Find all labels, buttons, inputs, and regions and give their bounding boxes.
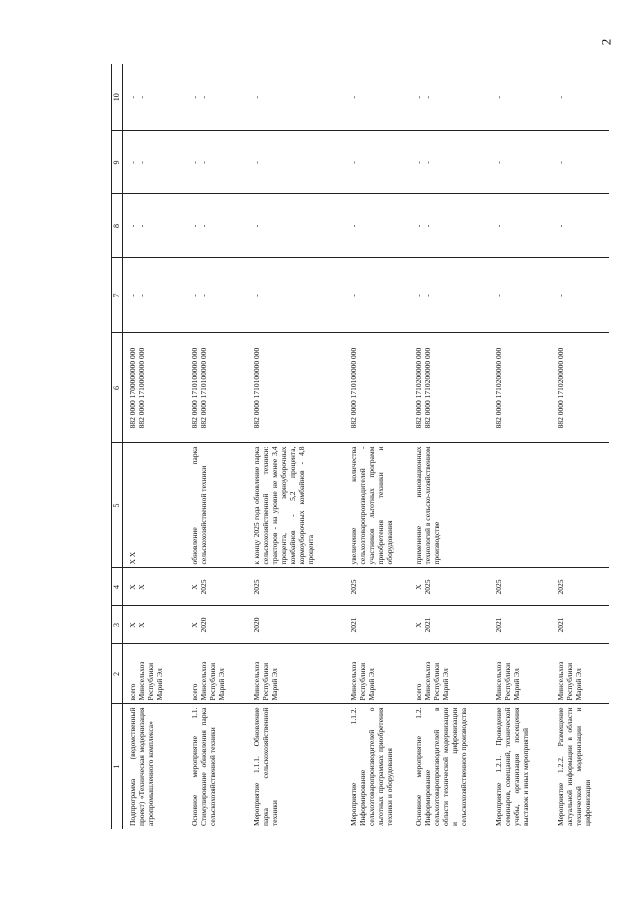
cell-end-year: X X [123,568,185,606]
cell-name: Основное мероприятие 1.1. Стимулирование обновления парка сельскохозяйственной техники [189,707,217,826]
cell-name: Мероприятие 1.1.1. Обновление парка сельскохозяйственной техники [251,707,279,826]
cell-col7: - - [123,258,185,333]
cell-start-year: 2021 [551,606,609,644]
cell-col8: - [247,194,344,258]
col-header-2: 2 [112,644,123,704]
cell-col8: - - [409,194,489,258]
cell-result: применение инновационных технологий в сельско-хозяйственном производстве [409,443,489,568]
header-row [112,64,123,829]
table-row [123,64,185,829]
cell-executor: всего Минсельхоз Республики Марий Эл [123,644,185,704]
cell-col7: - [344,258,409,333]
table-row [551,64,609,829]
cell-end-year: 2025 [247,568,344,606]
cell-executor: всего Минсельхоз Республики Марий Эл [409,644,489,704]
table-body [123,64,609,829]
col-header-1: 1 [112,704,123,829]
cell-budget-code: 882 0000 1710100000 000 [247,333,344,443]
cell-end-year: 2025 [551,568,609,606]
table-row [247,64,344,829]
cell-budget-code: 882 0000 1710200000 000 [489,333,551,443]
cell-result: увеличение количества сельхозтоваропроизводителей - участников льготных программ приобретения техники и оборудования [344,443,409,568]
cell-col7: - - [409,258,489,333]
cell-name: Подпрограмма (ведомственный проект) «Техническая модернизация агропромышленного комплекса» [128,707,156,826]
cell-end-year: 2025 [489,568,551,606]
cell-col9: - [247,131,344,194]
cell-executor: Минсельхоз Республики Марий Эл [551,644,609,704]
cell-col9: - - [409,131,489,194]
cell-col9: - [551,131,609,194]
col-header-3: 3 [112,606,123,644]
cell-result: обновление парка сельскохозяйственной техники [185,443,247,568]
cell-end-year: X 2025 [409,568,489,606]
cell-result: X X [123,443,185,568]
cell-col8: - - [123,194,185,258]
cell-col9: - [489,131,551,194]
cell-col10: - - [123,64,185,131]
page-number: 2 [598,38,614,46]
col-header-4: 4 [112,568,123,606]
program-table [111,64,609,829]
cell-col7: - - [185,258,247,333]
cell-executor: Минсельхоз Республики Марий Эл [344,644,409,704]
col-header-6: 6 [112,333,123,443]
col-header-7: 7 [112,258,123,333]
cell-name: Основное мероприятие 1.2. Информирование сельхозтоваропроизводителей в области технической модернизации и цифровизации сельскохозяйственного производства [413,707,469,826]
table-row [489,64,551,829]
col-header-10: 10 [112,64,123,131]
cell-col7: - [247,258,344,333]
cell-col10: - - [409,64,489,131]
table-row [409,64,489,829]
cell-start-year: X X [123,606,185,644]
cell-col9: - - [185,131,247,194]
cell-result: к концу 2025 года обновление парка сельскохозяйственной техники: тракторов - на уровне не менее 3,4 процента, зерноуборочных комбайнов - 5,2 процента, кормоуборочных комбайнов - 4,8 процента [247,443,344,568]
col-header-8: 8 [112,194,123,258]
col-header-9: 9 [112,131,123,194]
cell-budget-code: 882 0000 1710200000 000 [551,333,609,443]
cell-col8: - [551,194,609,258]
cell-start-year: 2021 [344,606,409,644]
cell-result [489,443,551,568]
cell-end-year: 2025 [344,568,409,606]
cell-col8: - [489,194,551,258]
cell-col9: - [344,131,409,194]
cell-col10: - [551,64,609,131]
cell-name: Мероприятие 1.1.2. Информирование сельхозтоваропроизводителей о льготных программах приобретения техники и оборудования [348,707,395,826]
cell-start-year: 2021 [489,606,551,644]
cell-col9: - - [123,131,185,194]
cell-col10: - [489,64,551,131]
cell-start-year: X 2020 [185,606,247,644]
rotated-page [111,64,635,829]
cell-col10: - [344,64,409,131]
cell-col10: - - [185,64,247,131]
cell-name: Мероприятие 1.2.1. Проведение семинаров, совещаний, технической учебы, организация посещения выставок и иных мероприятий [493,707,530,826]
cell-start-year: 2020 [247,606,344,644]
cell-col8: - [344,194,409,258]
cell-col10: - [247,64,344,131]
cell-budget-code: 882 0000 1710200000 000 882 0000 1710200000 000 [409,333,489,443]
cell-name: Мероприятие 1.2.2. Размещение актуальной информации в области технической модернизации и цифровизации [555,707,592,826]
table-row [344,64,409,829]
table-row [185,64,247,829]
cell-executor: всего Минсельхоз Республики Марий Эл [185,644,247,704]
cell-result [551,443,609,568]
cell-col8: - - [185,194,247,258]
cell-executor: Минсельхоз Республики Марий Эл [489,644,551,704]
cell-col7: - [489,258,551,333]
cell-start-year: X 2021 [409,606,489,644]
cell-executor: Минсельхоз Республики Марий Эл [247,644,344,704]
cell-budget-code: 882 0000 1710100000 000 882 0000 1710100000 000 [185,333,247,443]
cell-end-year: X 2025 [185,568,247,606]
cell-budget-code: 882 0000 1710100000 000 [344,333,409,443]
cell-budget-code: 882 0000 1700000000 000 882 0000 1710000000 000 [123,333,185,443]
cell-col7: - [551,258,609,333]
col-header-5: 5 [112,443,123,568]
